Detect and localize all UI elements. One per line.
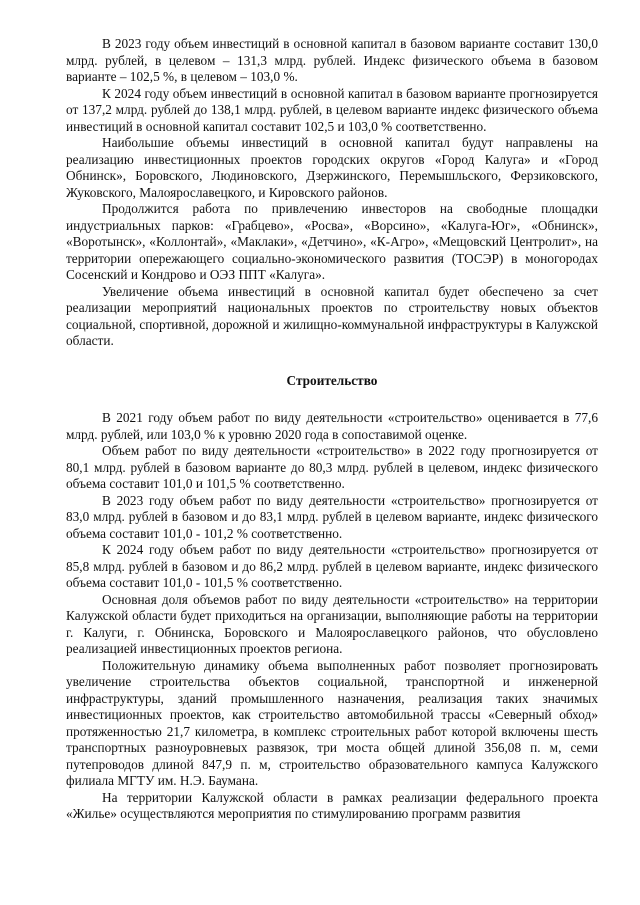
document-page — [66, 36, 598, 823]
section-heading-construction: Строительство — [286, 372, 378, 388]
paragraph-construction-2021: В 2021 году объем работ по виду деятельности «строительство» оценивается в 77,6 млрд. рублей, или 103,0 % к уровню 2020 года в сопоставимой оценке. — [66, 410, 598, 442]
paragraph-investment-2023: В 2023 году объем инвестиций в основной капитал в базовом варианте составит 130,0 млрд. рублей, в целевом – 131,3 млрд. рублей. Индекс физического объема в базовом варианте – 102,5 %, в целевом – 103,0 %. — [66, 36, 598, 84]
paragraph-housing-project: На территории Калужской области в рамках реализации федерального проекта «Жилье» осуществляются мероприятия по стимулированию программ развития — [66, 789, 598, 821]
paragraph-investment-2024: К 2024 году объем инвестиций в основной капитал в базовом варианте прогнозируется от 137,2 млрд. рублей до 138,1 млрд. рублей, в целевом варианте индекс физического объема инвестиций в основной капитал составит 102,5 и 103,0 % соответственно. — [66, 85, 598, 134]
paragraph-construction-2023: В 2023 году объем работ по виду деятельности «строительство» прогнозируется от 83,0 млрд. рублей в базовом и до 83,1 млрд. рублей в целевом варианте, индекс физического объема составит 101,0 - 101,2 % соответственно. — [66, 492, 598, 541]
paragraph-national-projects: Увеличение объема инвестиций в основной капитал будет обеспечено за счет реализации мероприятий национальных проектов по строительству новых объектов социальной, спортивной, дорожной и жилищно-коммунальной инфраструктуры в Калужской области. — [66, 283, 598, 348]
paragraph-construction-2024: К 2024 году объем работ по виду деятельности «строительство» прогнозируется от 85,8 млрд. рублей в базовом и до 86,2 млрд. рублей в целевом варианте, индекс физического объема составит 101,0 - 101,5 % соответственно. — [66, 542, 598, 590]
paragraph-construction-share: Основная доля объемов работ по виду деятельности «строительство» на территории Калужской области будет приходиться на организации, выполняющие работы на территории г. Калуги, г. Обнинска, Боровского и Малоярославецкого районов, что обусловлено реализацией инвестиционных проектов региона. — [66, 591, 598, 656]
paragraph-investment-directions: Наибольшие объемы инвестиций в основной капитал будут направлены на реализацию инвестиционных проектов городских округов «Город Калуга» и «Город Обнинск», Боровского, Людиновского, Дзержинского, Перемышльского, Ферзиковского, Жуковского, Малоярославецкого, и Кировского районов. — [66, 135, 598, 200]
paragraph-construction-dynamics: Положительную динамику объема выполненных работ позволяет прогнозировать увеличение строительства объектов социальной, транспортной и инженерной инфраструктуры, зданий промышленного назначения, реализация таких значимых инвестиционных проектов, как строительство автомобильной трассы «Северный обход» протяженностью 21,7 километра, в комплекс строительных работ которой включены шесть транспортных разноуровневых развязок, три моста общей длиной 356,08 п. м, семи путепроводов длиной 847,9 п. м, строительство образовательного кампуса Калужского филиала МГТУ им. Н.Э. Баумана. — [66, 657, 598, 788]
paragraph-industrial-parks: Продолжится работа по привлечению инвесторов на свободные площадки индустриальных парков: «Грабцево», «Росва», «Ворсино», «Калуга-Юг», «Обнинск», «Воротынск», «Коллонтай», «Маклаки», «Детчино», «К-Агро», «Мещовский Центролит», на территории опережающего социально-экономического развития (ТОСЭР) в моногородах Сосенский и Кондрово и ОЭЗ ППТ «Калуга». — [66, 201, 598, 282]
paragraph-construction-2022: Объем работ по виду деятельности «строительство» в 2022 году прогнозируется от 80,1 млрд. рублей в базовом варианте до 80,3 млрд. рублей в целевом, индекс физического объема составит 101,0 и 101,5 % соответственно. — [66, 443, 598, 491]
